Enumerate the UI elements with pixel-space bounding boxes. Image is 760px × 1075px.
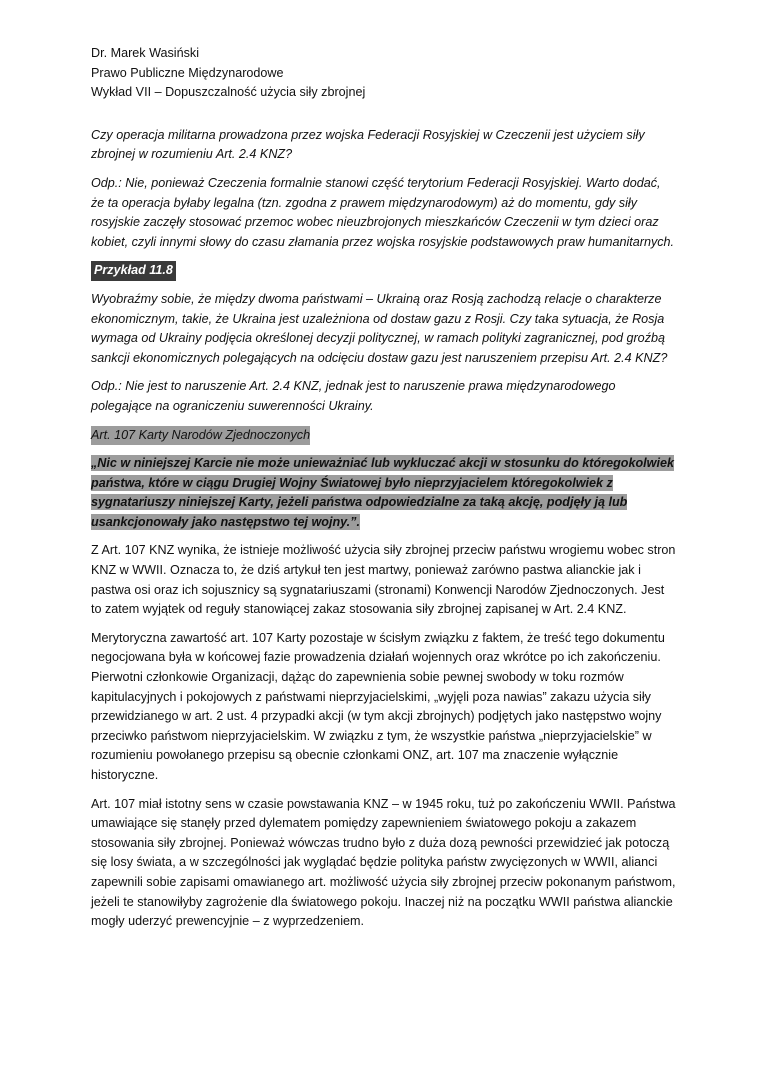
lecture-line: Wykład VII – Dopuszczalność użycia siły zbrojnej — [91, 85, 366, 100]
course-line: Prawo Publiczne Międzynarodowe — [91, 65, 284, 80]
document-header — [91, 44, 676, 103]
question-ukraine: Wyobraźmy sobie, że między dwoma państwami – Ukrainą oraz Rosją zachodzą relacje o charakterze ekonomicznym, takie, że Ukraina jest uzależniona od dostaw gazu z Rosji. Czy taka sytuacja, że Rosja wymaga od Ukrainy podjęcia określonej decyzji politycznej, w ramach polityki zagranicznej, pod groźbą sankcji ekonomicznych polegających na odcięciu dostaw gazu jest naruszeniem przepisu Art. 2.4 KNZ? — [91, 291, 668, 365]
example-label: Przykład 11.8 — [91, 261, 176, 281]
example-label-row — [91, 261, 676, 281]
article-quote-text: „Nic w niniejszej Karcie nie może unieważniać lub wykluczać akcji w stosunku do któregokolwiek państwa, które w ciągu Drugiej Wojny Światowej było nieprzyjacielem któregokolwiek z sygnatariuszy niniejszej Karty, jeżeli państwa odpowiedzialne za taką akcję, podjęły ją lub usankcjonowały jako następstwo tej wojny.”. — [91, 456, 674, 529]
paragraph-3: Art. 107 miał istotny sens w czasie powstawania KNZ – w 1945 roku, tuż po zakończeniu WWII. Państwa umawiające się stanęły przed dylematem pomiędzy zapewnieniem światowego pokoju a zakazem stosowania siły zbrojnej. Ponieważ wówczas trudno było z duża dozą pewności przewidzieć jak potoczą się losy świata, a w szczególności jak wyglądać będzie polityka państw zwycięzonych w WWII, alianci zapewnili sobie zapisami omawianego art. możliwość użycia siły zbrojnej przeciw pokonanym państwom, jeżeli te stanowiłyby zagrożenie dla światowego pokoju. Inaczej niż na początku WWII państwa alianckie mogły uderzyć prewencyjnie – z wyprzedzeniem. — [91, 796, 676, 929]
answer-ukraine: Odp.: Nie jest to naruszenie Art. 2.4 KNZ, jednak jest to naruszenie prawa międzynarodowego polegające na ograniczeniu suwerenności Ukrainy. — [91, 379, 616, 413]
paragraph-1: Z Art. 107 KNZ wynika, że istnieje możliwość użycia siły zbrojnej przeciw państwu wrogiemu wobec stron KNZ w WWII. Oznacza to, że dziś artykuł ten jest martwy, ponieważ zarówno pastwa alianckie jak i pastwa osi oraz ich sojusznicy są sygnatariuszami (stronami) Konwencji Narodów Zjednoczonych. Jest to zatem wyjątek od reguły stanowiącej zakaz stosowania siły zbrojnej zapisanej w Art. 2.4 KNZ. — [91, 543, 676, 617]
author-line: Dr. Marek Wasiński — [91, 46, 199, 60]
article-heading-row — [91, 426, 676, 446]
answer-chechnya: Odp.: Nie, ponieważ Czeczenia formalnie stanowi część terytorium Federacji Rosyjskiej. Warto dodać, że ta operacja byłaby legalna (tzn. zgodna z prawem międzynarodowym) aż do momentu, gdy siły rosyjskie zaczęły stosować przemoc wobec nieuzbrojonych mieszkańców Czeczenii w tym dzieci oraz kobiet, czyli innymi słowy do czasu złamania przez wojska rosyjskie podstawowych praw humanitarnych. — [91, 175, 675, 249]
question-chechnya: Czy operacja militarna prowadzona przez wojska Federacji Rosyjskiej w Czeczenii jest użyciem siły zbrojnej w rozumieniu Art. 2.4 KNZ? — [91, 127, 645, 162]
article-heading: Art. 107 Karty Narodów Zjednoczonych — [91, 426, 310, 446]
paragraph-2: Merytoryczna zawartość art. 107 Karty pozostaje w ścisłym związku z faktem, że treść tego dokumentu negocjowana była w końcowej fazie prowadzenia działań wojennych oraz wkrótce po ich zakończeniu. Pierwotni członkowie Organizacji, dążąc do zapewnienia sobie pewnej swobody w toku rozmów kapitulacyjnych i pokojowych z państwami nieprzyjacielskimi, „wyjęli poza nawias” zakazu użycia siły przewidzianego w art. 2 ust. 4 przypadki akcji (w tym akcji zbrojnych) podjętych jako następstwo wojny przeciwko państwom nieprzyjacielskim. W związku z tym, że wszystkie państwa „nieprzyjacielskie” w rozumieniu powołanego przepisu są obecnie członkami ONZ, art. 107 ma znaczenie wyłącznie historyczne. — [91, 630, 665, 782]
article-quote — [91, 454, 676, 532]
document-page — [91, 44, 676, 932]
